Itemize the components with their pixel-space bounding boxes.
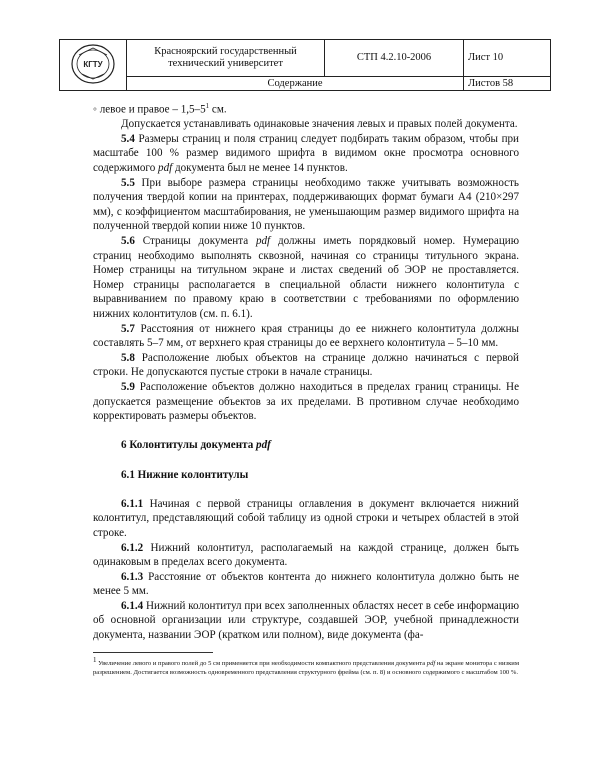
paragraph-5-4: 5.4 Размеры страниц и поля страниц следует подбирать таким образом, чтобы при масштабе 100 % размер видимого шрифта в видимом окне просмотра основного содержимого pdf документа был не менее 14 пунктов. bbox=[93, 132, 519, 175]
page-content bbox=[93, 99, 519, 643]
subsection-heading-6-1: 6.1 Нижние колонтитулы bbox=[121, 468, 249, 481]
page-header-table bbox=[59, 39, 551, 91]
paragraph-6-1-3: 6.1.3 Расстояние от объектов контента до нижнего колонтитула должно быть не менее 5 мм. bbox=[93, 570, 519, 598]
paragraph-5-6: 5.6 Страницы документа pdf должны иметь порядковый номер. Нумерацию страниц необходимо выполнять сквозной, начиная со страницы титульного экрана. Номер страницы на титульном экране и листах сведений об ЭОР не проставляется. Номер страницы располагается в специальной области нижнего колонтитула с выравниванием по правому краю в соответствии с требованиями по оформлению нижних колонтитулов (см. п. 6.1). bbox=[93, 235, 520, 320]
paragraph-5-9: 5.9 Расположение объектов должно находиться в пределах границ страницы. Не допускается размещение объектов за их пределами. В противном случае необходимо корректировать размеры объектов. bbox=[93, 380, 519, 423]
paragraph-margins: ◦ левое и правое – $1,5-5^1$ см. bbox=[93, 102, 227, 116]
footnote-separator bbox=[93, 652, 213, 653]
paragraph-6-1-2: 6.1.2 Нижний колонтитул, располагаемый на каждой странице, должен быть одинаковым в пределах всего документа. bbox=[93, 541, 519, 569]
footnote: $^1$ Увеличение левого и правого полей до 5 см применяется при необходимости компактного представления документа pdf на экране монитора с низким разрешением. Достигается возможность одновременного представления структурного фрейма (см. п. 8) и основного содержимого с масштабом 100 %. bbox=[93, 656, 519, 676]
paragraph-same-margins: Допускается устанавливать одинаковые значения левых и правых полей документа. bbox=[121, 118, 518, 131]
logo-cell bbox=[60, 40, 127, 91]
standard-number: СТП 4.2.10-2006 bbox=[325, 40, 464, 77]
sheet-number: Лист 10 bbox=[464, 40, 551, 77]
footnote-ref: 1 bbox=[205, 102, 210, 110]
paragraph-6-1-1: 6.1.1 Начиная с первой страницы оглавления в документ включается нижний колонтитул, представляющий собой таблицу из одной строки и четырех областей в этой строке. bbox=[93, 497, 519, 539]
paragraph-5-5: 5.5 При выборе размера страницы необходимо также учитывать возможность получения твердой копии на принтерах, поддерживающих формат бумаги А4 (210×297 мм), с коэффициентом масштабирования, не уменьшающим размер видимого шрифта на полученной твердой копии ниже 10 пунктов. bbox=[93, 176, 519, 233]
paragraph-6-1-4: 6.1.4 Нижний колонтитул при всех заполненных областях несет в себе информацию об основной организации или структуре, создавшей ЭОР, учебной принадлежности документа, названии ЭОР (кратком или полном), виде документа (фа- bbox=[93, 599, 519, 642]
sheets-total: Листов 58 bbox=[464, 76, 551, 90]
university-line1: Красноярский государственный bbox=[154, 45, 297, 57]
university-line2: технический университет bbox=[168, 57, 283, 69]
university-name bbox=[127, 40, 325, 77]
paragraph-5-8: 5.8 Расположение любых объектов на странице должно начинаться с первой строки. Не допускаются пустые строки в начале страницы. bbox=[93, 351, 519, 379]
section-name: Содержание bbox=[127, 76, 464, 90]
logo-text: КГТУ bbox=[83, 59, 103, 69]
section-heading-6: 6 Колонтитулы документа pdf bbox=[121, 439, 271, 452]
paragraph-5-7: 5.7 Расстояния от нижнего края страницы до ее нижнего колонтитула должны составлять 5–7 мм, от верхнего края страницы до ее верхнего колонтитула – 5–10 мм. bbox=[93, 322, 519, 350]
university-logo-icon bbox=[70, 43, 116, 85]
